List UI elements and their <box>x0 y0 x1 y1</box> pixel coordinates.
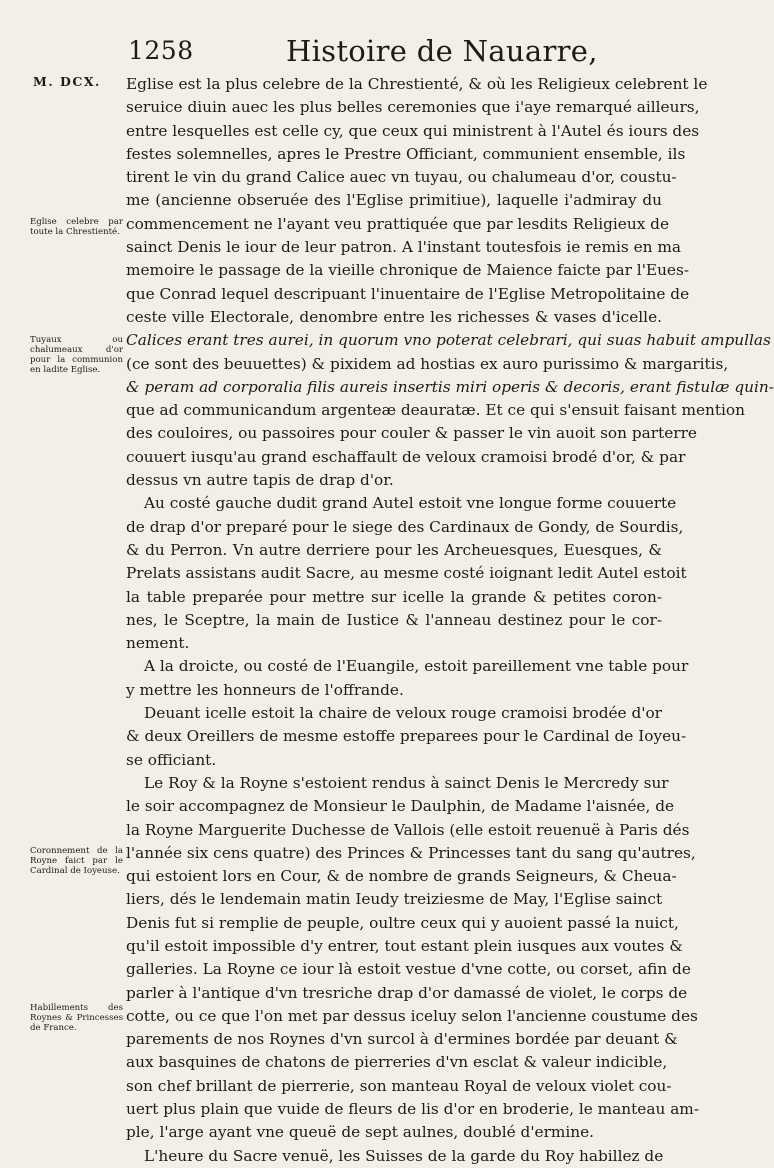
text-line: y mettre les honneurs de l'offrande. <box>126 680 404 699</box>
text-line: L'heure du Sacre venuë, les Suisses de la garde du Roy habillez de <box>144 1146 664 1165</box>
text-line: le soir accompagnez de Monsieur le Daulphin, de Madame l'aisnée, de <box>126 797 675 816</box>
text-line: & peram ad corporalia filis aureis insertis miri operis & decoris, erant fistulæ quin- <box>126 377 774 396</box>
text-line: liers, dés le lendemain matin Ieudy treiziesme de May, l'Eglise sainct <box>126 890 663 909</box>
text-line: Le Roy & la Royne s'estoient rendus à sainct Denis le Mercredy sur <box>144 773 669 792</box>
margin-note-couronnement: Coronnement de la Royne faict par le Cardinal de Ioyeuse. <box>30 846 123 876</box>
text-line: couuert iusqu'au grand eschaffault de veloux cramoisi brodé d'or, & par <box>126 447 686 466</box>
text-line: Calices erant tres aurei, in quorum vno poterat celebrari, qui suas habuit ampullas <box>126 331 771 350</box>
text-line: nes, le Sceptre, la main de Iustice & l'anneau destinez pour le cor- <box>126 610 662 629</box>
text-line: Prelats assistans audit Sacre, au mesme costé ioignant ledit Autel estoit <box>126 564 687 583</box>
text-line: festes solemnelles, apres le Prestre Officiant, communient ensemble, ils <box>126 144 686 163</box>
text-line: qui estoient lors en Cour, & de nombre de grands Seigneurs, & Cheua- <box>126 867 677 886</box>
year-marker: M. DCX. <box>33 74 101 89</box>
margin-note-eglise: Eglise celebre par toute la Chrestienté. <box>30 217 123 237</box>
text-line: des couloires, ou passoires pour couler & passer le vin auoit son parterre <box>126 424 697 443</box>
text-line: la Royne Marguerite Duchesse de Vallois (elle estoit reuenuë à Paris dés <box>126 820 690 839</box>
text-line: sainct Denis le iour de leur patron. A l'instant toutesfois ie remis en ma <box>126 238 681 257</box>
text-line: parements de nos Roynes d'vn surcol à d'ermines bordée par deuant & <box>126 1030 678 1049</box>
text-line: la table preparée pour mettre sur icelle la grande & petites coron- <box>126 587 662 606</box>
text-line: dessus vn autre tapis de drap d'or. <box>126 471 394 490</box>
text-line: entre lesquelles est celle cy, que ceux qui ministrent à l'Autel és iours des <box>126 121 700 140</box>
text-line: se officiant. <box>126 750 217 769</box>
text-line: seruice diuin auec les plus belles ceremonies que i'aye remarqué ailleurs, <box>126 98 700 117</box>
text-line: me (ancienne obseruée des l'Eglise primitiue), laquelle i'admiray du <box>126 191 662 210</box>
page-header <box>120 34 680 70</box>
text-line: uert plus plain que vuide de fleurs de lis d'or en broderie, le manteau am- <box>126 1100 699 1119</box>
text-line: que ad communicandum argenteæ deauratæ. Et ce qui s'ensuit faisant mention <box>126 401 745 420</box>
text-line: ple, l'arge ayant vne queuë de sept aulnes, doublé d'ermine. <box>126 1123 595 1142</box>
text-line: tirent le vin du grand Calice auec vn tuyau, ou chalumeau d'or, coustu- <box>126 168 677 187</box>
page-number: 1258 <box>128 36 194 65</box>
text-line: A la droicte, ou costé de l'Euangile, estoit pareillement vne table pour <box>144 657 689 676</box>
text-line: Au costé gauche dudit grand Autel estoit vne longue forme couuerte <box>144 494 677 513</box>
text-line: memoire le passage de la vieille chronique de Maience faicte par l'Eues- <box>126 261 689 280</box>
body-text <box>126 73 774 1168</box>
text-line: Eglise est la plus celebre de la Chrestienté, & où les Religieux celebrent le <box>126 75 708 93</box>
text-line: nement. <box>126 634 190 653</box>
text-line: ceste ville Electorale, denombre entre les richesses & vases d'icelle. <box>126 307 662 326</box>
text-line: Deuant icelle estoit la chaire de veloux rouge cramoisi brodée d'or <box>144 704 662 723</box>
text-line: de drap d'or preparé pour le siege des Cardinaux de Gondy, de Sourdis, <box>126 517 684 536</box>
text-line: galleries. La Royne ce iour là estoit vestue d'vne cotte, ou corset, afin de <box>126 960 691 979</box>
text-line: que Conrad lequel descripuant l'inuentaire de l'Eglise Metropolitaine de <box>126 284 690 303</box>
running-title: Histoire de Nauarre, <box>286 34 598 68</box>
text-line: & du Perron. Vn autre derriere pour les Archeuesques, Euesques, & <box>126 540 662 559</box>
text-line: aux basquines de chatons de pierreries d'vn esclat & valeur indicible, <box>126 1053 668 1072</box>
text-line: qu'il estoit impossible d'y entrer, tout estant plein iusques aux voutes & <box>126 936 683 955</box>
text-line: cotte, ou ce que l'on met par dessus iceluy selon l'ancienne coustume des <box>126 1006 698 1025</box>
text-line: commencement ne l'ayant veu prattiquée que par lesdits Religieux de <box>126 214 670 233</box>
text-line: & deux Oreillers de mesme estoffe preparees pour le Cardinal de Ioyeu- <box>126 727 687 746</box>
text-line: Denis fut si remplie de peuple, oultre ceux qui y auoient passé la nuict, <box>126 913 679 932</box>
margin-note-tuyaux: Tuyaux ou chalumeaux d'or pour la communion en ladite Eglise. <box>30 335 123 375</box>
margin-note-habillements: Habillements des Roynes & Princesses de France. <box>30 1003 123 1033</box>
text-line: l'année six cens quatre) des Princes & Princesses tant du sang qu'autres, <box>126 843 696 862</box>
text-line: son chef brillant de pierrerie, son manteau Royal de veloux violet cou- <box>126 1076 672 1095</box>
text-line: (ce sont des beuuettes) & pixidem ad hostias ex auro purissimo & margaritis, <box>126 354 729 373</box>
text-line: parler à l'antique d'vn tresriche drap d'or damassé de violet, le corps de <box>126 983 688 1002</box>
